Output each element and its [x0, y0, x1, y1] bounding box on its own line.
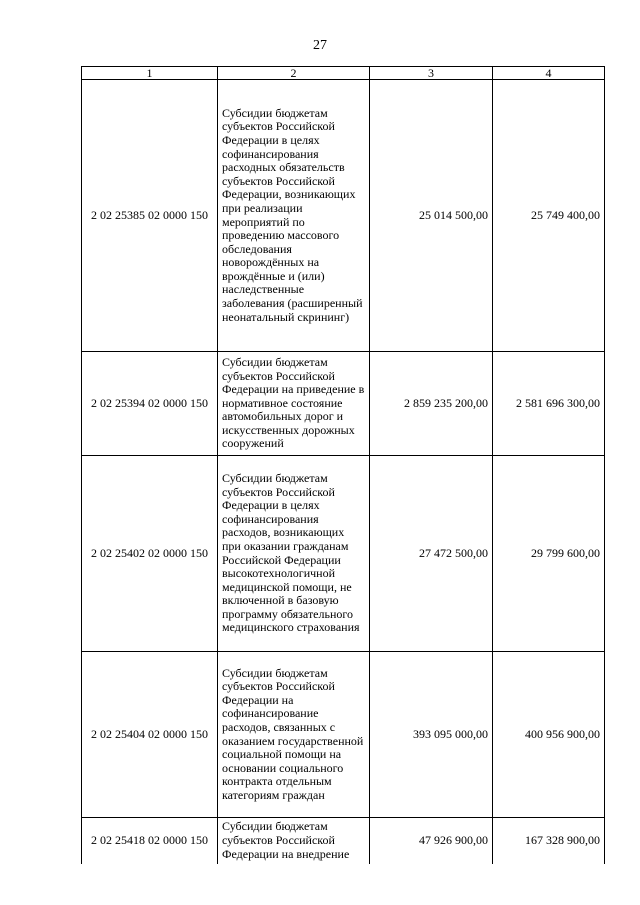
page-number: 27 [313, 38, 327, 53]
table-header-row [82, 67, 605, 80]
amount-col3-cell: 393 095 000,00 [370, 652, 493, 818]
amount-col3-cell: 25 014 500,00 [370, 80, 493, 352]
column-header: 2 [218, 67, 370, 80]
description-cell: Субсидии бюджетам субъектов Российской Федерации на приведение в нормативное состояние автомобильных дорог и искусственных дорожных сооружений [218, 352, 370, 456]
amount-col4-cell: 29 799 600,00 [493, 456, 605, 652]
amount-col4-cell: 25 749 400,00 [493, 80, 605, 352]
budget-code-cell: 2 02 25402 02 0000 150 [82, 456, 218, 652]
column-header: 1 [82, 67, 218, 80]
table-row [82, 352, 605, 456]
budget-code-cell: 2 02 25394 02 0000 150 [82, 352, 218, 456]
amount-col3-cell: 47 926 900,00 [370, 818, 493, 864]
amount-col4-cell: 400 956 900,00 [493, 652, 605, 818]
amount-col3-cell: 2 859 235 200,00 [370, 352, 493, 456]
column-header: 3 [370, 67, 493, 80]
description-cell: Субсидии бюджетам субъектов Российской Федерации в целях софинансирования расходных обязательств субъектов Российской Федерации, возникающих при реализации мероприятий по проведению массового обследования новорождённых на врождённые и (или) наследственные заболевания (расширенный неонатальный скрининг) [218, 80, 370, 352]
description-cell: Субсидии бюджетам субъектов Российской Федерации в целях софинансирования расходов, возникающих при оказании гражданам Российской Федерации высокотехнологичной медицинской помощи, не включенной в базовую программу обязательного медицинского страхования [218, 456, 370, 652]
table-row [82, 652, 605, 818]
budget-code-cell: 2 02 25404 02 0000 150 [82, 652, 218, 818]
description-cell: Субсидии бюджетам субъектов Российской Федерации на внедрение [218, 818, 370, 864]
amount-col4-cell: 167 328 900,00 [493, 818, 605, 864]
budget-table [81, 66, 605, 864]
amount-col3-cell: 27 472 500,00 [370, 456, 493, 652]
amount-col4-cell: 2 581 696 300,00 [493, 352, 605, 456]
description-cell: Субсидии бюджетам субъектов Российской Федерации на софинансирование расходов, связанных с оказанием государственной социальной помощи на основании социального контракта отдельным категориям граждан [218, 652, 370, 818]
table-row [82, 456, 605, 652]
table-row [82, 80, 605, 352]
column-header: 4 [493, 67, 605, 80]
table-row [82, 818, 605, 864]
budget-code-cell: 2 02 25418 02 0000 150 [82, 818, 218, 864]
budget-code-cell: 2 02 25385 02 0000 150 [82, 80, 218, 352]
